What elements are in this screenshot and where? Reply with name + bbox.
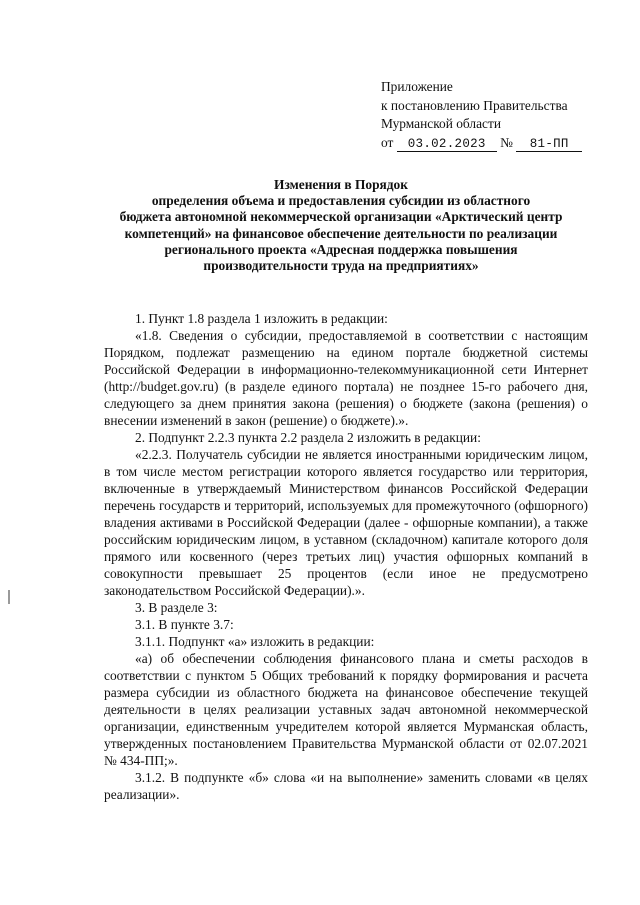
- appendix-reference: к постановлению Правительства: [381, 97, 568, 113]
- appendix-title: Приложение: [381, 79, 453, 94]
- decree-number: 81-ПП: [516, 137, 582, 152]
- decree-date: 03.02.2023: [397, 137, 497, 152]
- scan-margin-mark: [8, 590, 10, 604]
- paragraph-6: 3.1. В пункте 3.7:: [135, 617, 234, 632]
- appendix-header: [381, 78, 582, 152]
- title-line-5: регионального проекта «Адресная поддержка повышения: [164, 241, 518, 257]
- title-line-1: Изменения в Порядок: [274, 177, 408, 192]
- paragraph-8: «а) об обеспечении соблюдения финансового плана и сметы расходов в соответствии с пунктом 5 Общих требований к порядку формирования и расчета размера субсидии из областного бюджета на финансовое обеспечение текущей деятельности в целях реализации уставных задач автономной некоммерческой организации, единственным учредителем которой является Мурманская область, утвержденных постановлением Правительства Мурманской области от 02.07.2021 № 434-ПП;».: [104, 651, 588, 768]
- paragraph-5: 3. В разделе 3:: [135, 600, 218, 615]
- paragraph-4: «2.2.3. Получатель субсидии не является иностранными юридическим лицом, в том числе местом регистрации которого является государство или территория, включенные в утверждаемый Министерством финансов Российской Федерации перечень государств и территорий, используемых для промежуточного (офшорного) владения активами в Российской Федерации (далее - офшорные компании), а также российским юридическим лицом, в уставном (складочном) капитале которого доля прямого или косвенного (через третьих лиц) участия офшорных компаний в совокупности превышает 25 процентов (если иное не предусмотрено законодательством Российской Федерации).».: [104, 447, 588, 598]
- title-line-4: компетенций» на финансовое обеспечение деятельности по реализации: [124, 225, 558, 241]
- appendix-date-number: [381, 134, 582, 153]
- document-body: [104, 310, 588, 803]
- document-title: [98, 177, 584, 274]
- from-label: от: [381, 134, 394, 150]
- paragraph-7: 3.1.1. Подпункт «а» изложить в редакции:: [135, 634, 375, 649]
- title-line-6: производительности труда на предприятиях»: [203, 258, 479, 274]
- appendix-region: Мурманской области: [381, 116, 501, 131]
- title-line-3: бюджета автономной некоммерческой организации «Арктический центр: [119, 209, 563, 225]
- paragraph-2: «1.8. Сведения о субсидии, предоставляемой в соответствии с настоящим Порядком, подлежат размещению на едином портале бюджетной системы Российской Федерации в информационно-телекоммуникационной сети Интернет (http://budget.gov.ru) (в разделе единого портала) не позднее 15-го рабочего дня, следующего за днем принятия закона (решения) о бюджете (закона (решения) о внесении изменений в закон (решение) о бюджете).».: [104, 328, 588, 428]
- title-line-2: определения объема и предоставления субсидии из областного: [151, 193, 531, 209]
- paragraph-1: 1. Пункт 1.8 раздела 1 изложить в редакции:: [135, 311, 388, 326]
- paragraph-9: 3.1.2. В подпункте «б» слова «и на выполнение» заменить словами «в целях реализации».: [104, 770, 588, 802]
- number-label: №: [500, 134, 513, 150]
- paragraph-3: 2. Подпункт 2.2.3 пункта 2.2 раздела 2 изложить в редакции:: [135, 430, 481, 445]
